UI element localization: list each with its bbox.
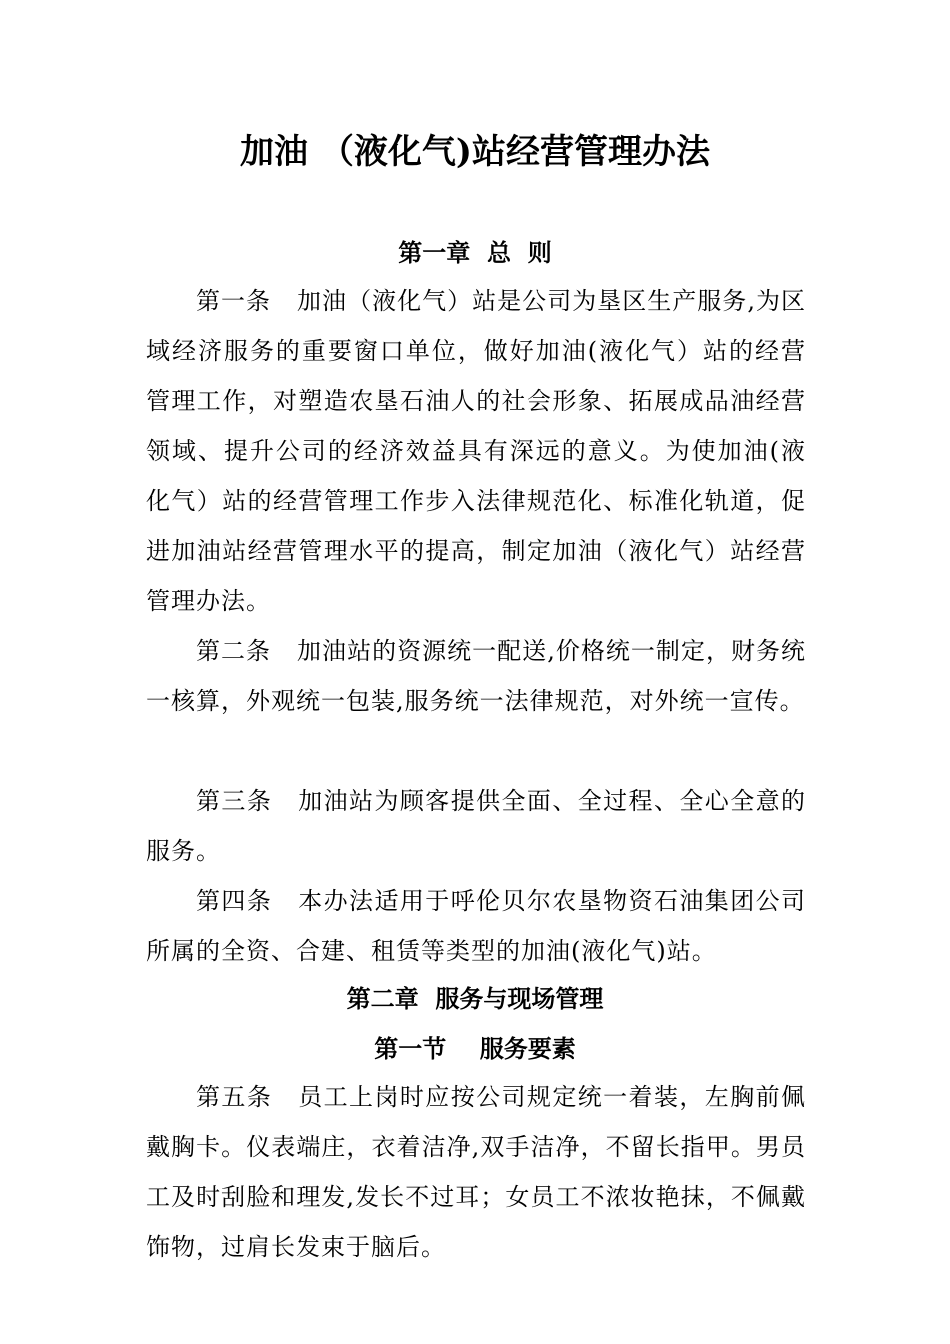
article-2-number: 第二条 xyxy=(196,637,272,665)
article-2 xyxy=(146,626,806,726)
article-4 xyxy=(146,876,806,976)
chapter-1-heading: 第一章 总 则 xyxy=(398,238,552,267)
article-3 xyxy=(146,776,806,876)
article-3-text: 加油站为顾客提供全面、全过程、全心全意的服务。 xyxy=(146,787,807,865)
article-1-text: 加油（液化气）站是公司为垦区生产服务,为区域经济服务的重要窗口单位，做好加油(液化气）站的经营管理工作，对塑造农垦石油人的社会形象、拓展成品油经营领域、提升公司的经济效益具有深远的意义。为使加油(液化气）站的经营管理工作步入法律规范化、标准化轨道，促进加油站经营管理水平的提高，制定加油（液化气）站经营管理办法。 xyxy=(146,287,806,615)
article-5 xyxy=(146,1072,806,1272)
article-5-text: 员工上岗时应按公司规定统一着装，左胸前佩戴胸卡。仪表端庄，衣着洁净,双手洁净，不留长指甲。男员工及时刮脸和理发,发长不过耳；女员工不浓妆艳抹，不佩戴饰物，过肩长发束于脑后。 xyxy=(146,1083,807,1261)
document-title: 加油 （液化气)站经营管理办法 xyxy=(240,132,710,172)
article-1-number: 第一条 xyxy=(196,287,272,315)
article-3-number: 第三条 xyxy=(196,787,273,815)
article-2-text: 加油站的资源统一配送,价格统一制定，财务统一核算，外观统一包装,服务统一法律规范，对外统一宣传。 xyxy=(146,637,806,715)
article-5-number: 第五条 xyxy=(196,1083,273,1111)
article-4-number: 第四条 xyxy=(196,887,273,915)
chapter-2-heading: 第二章 服务与现场管理 xyxy=(346,984,604,1013)
section-1-heading: 第一节 服务要素 xyxy=(374,1034,576,1063)
article-4-text: 本办法适用于呼伦贝尔农垦物资石油集团公司所属的全资、合建、租赁等类型的加油(液化气)站。 xyxy=(146,887,807,965)
article-1 xyxy=(146,276,806,626)
